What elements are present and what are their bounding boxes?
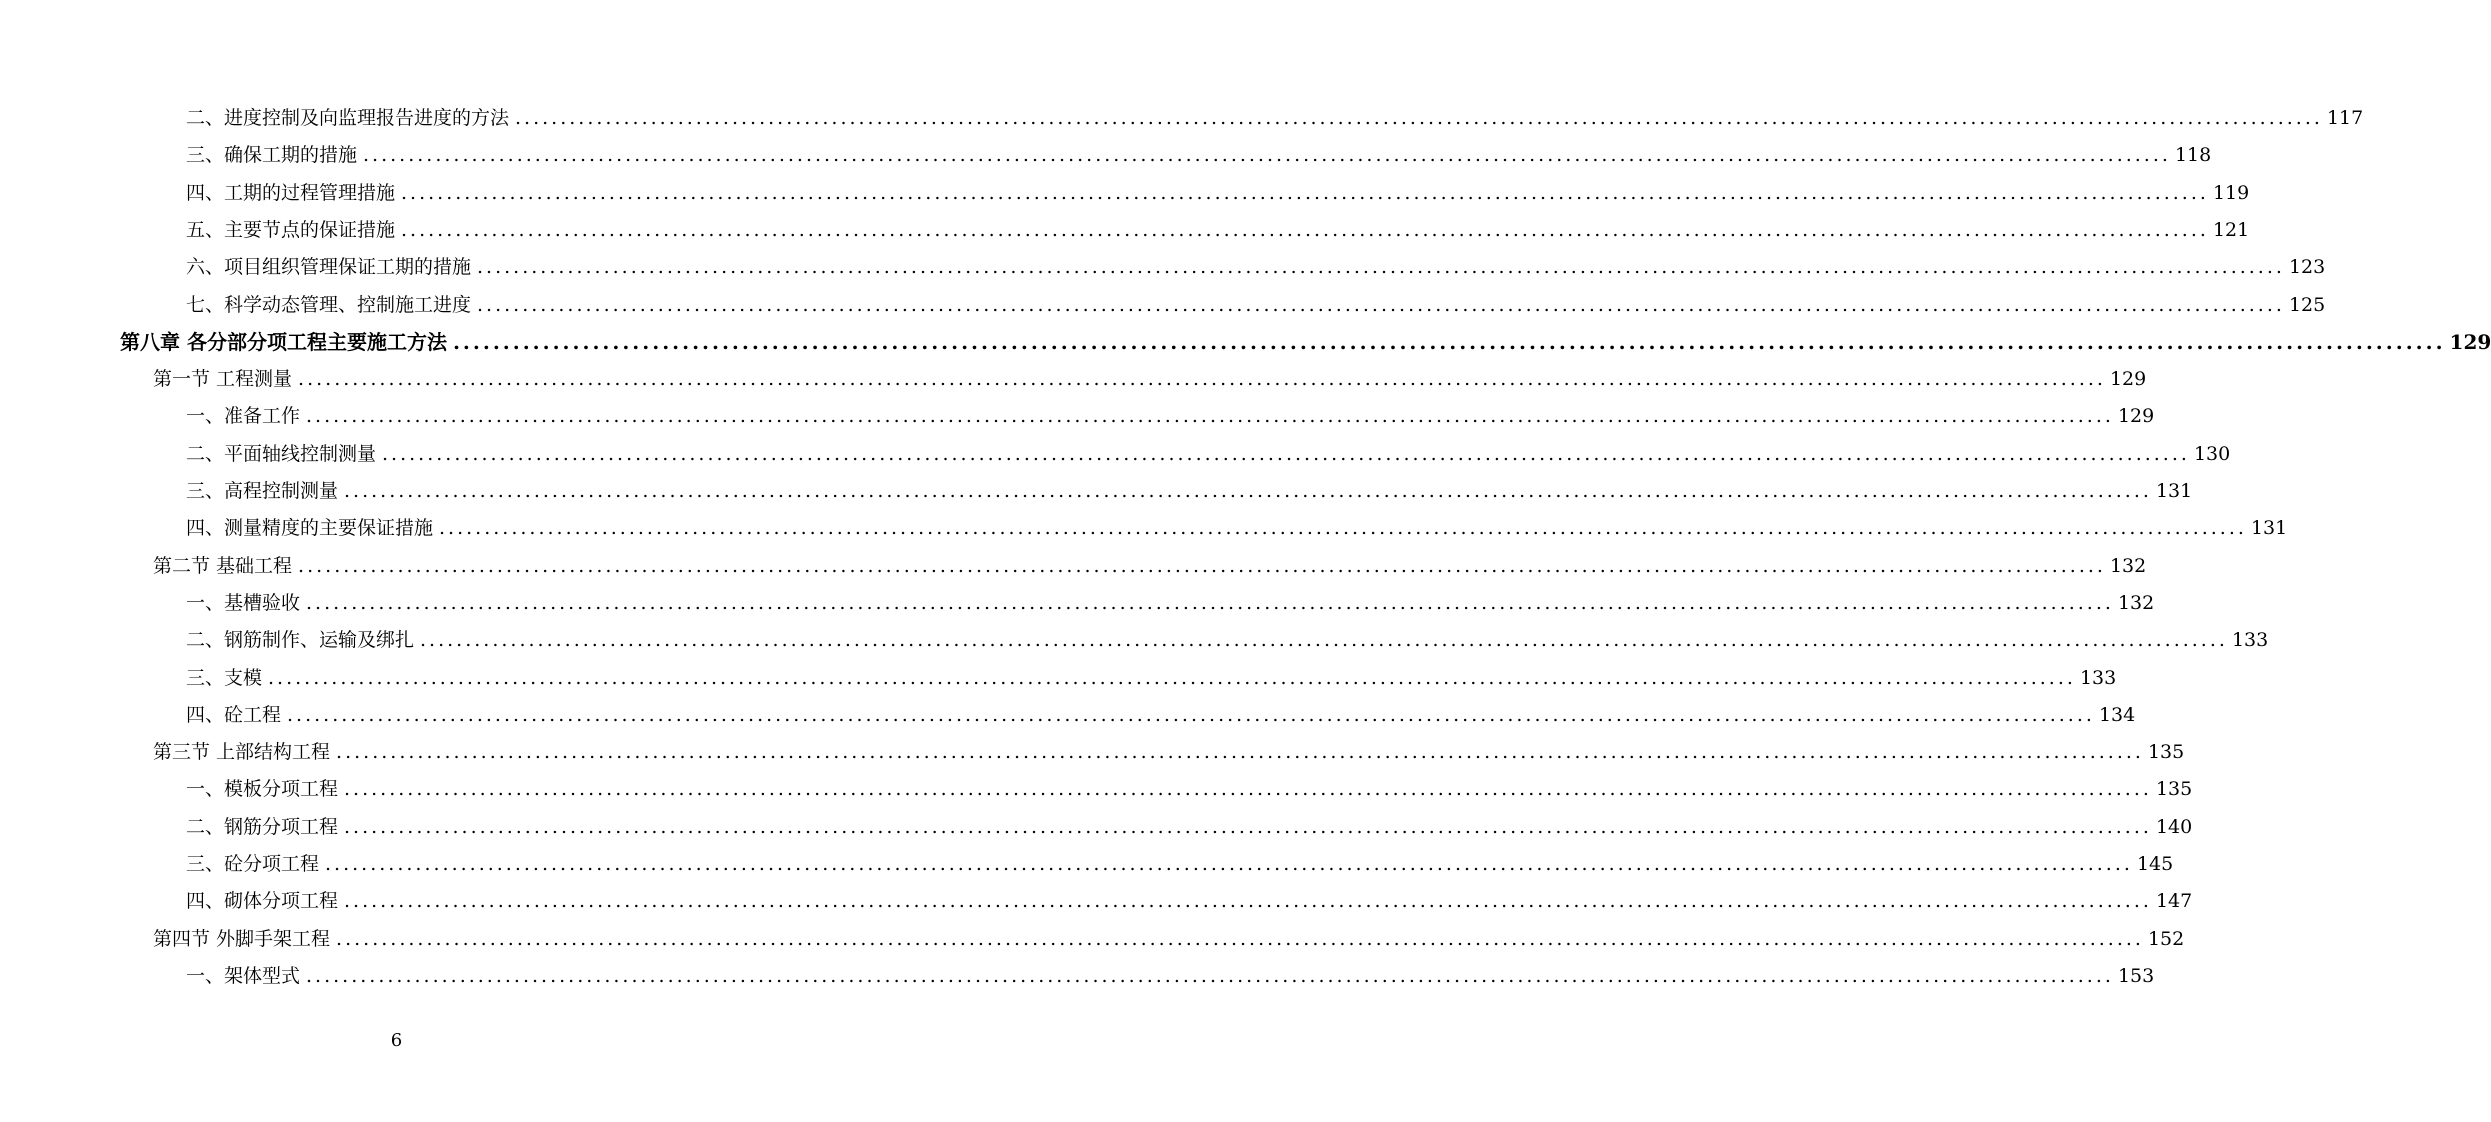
toc-leader-dots: ........................................................................................................................................................................................................ bbox=[298, 368, 2106, 391]
toc-entry-label: 三、确保工期的措施 bbox=[186, 144, 358, 167]
toc-leader-dots: ........................................................................................................................................................................................................ bbox=[439, 517, 2247, 540]
toc-entry-item[interactable] bbox=[186, 398, 2155, 435]
toc-entry-item[interactable] bbox=[186, 175, 2250, 212]
toc-leader-dots: ........................................................................................................................................................................................................ bbox=[336, 927, 2144, 950]
toc-entry-label: 四、砼工程 bbox=[186, 703, 282, 726]
toc-entry-page: 135 bbox=[2147, 741, 2185, 764]
toc-leader-dots: ........................................................................................................................................................................................................ bbox=[287, 703, 2095, 726]
toc-entry-label: 七、科学动态管理、控制施工进度 bbox=[186, 293, 472, 316]
toc-entry-page: 152 bbox=[2147, 927, 2185, 950]
toc-entry-section[interactable] bbox=[153, 734, 2185, 771]
toc-entry-page: 119 bbox=[2212, 181, 2250, 204]
toc-entry-page: 153 bbox=[2117, 964, 2155, 987]
toc-entry-page: 133 bbox=[2079, 666, 2117, 689]
toc-entry-label: 一、架体型式 bbox=[186, 964, 301, 987]
toc-entry-label: 五、主要节点的保证措施 bbox=[186, 218, 396, 241]
toc-leader-dots: ........................................................................................................................................................................................................ bbox=[477, 256, 2285, 279]
toc-leader-dots: ........................................................................................................................................................................................................ bbox=[401, 181, 2209, 204]
toc-entry-label: 第一节 工程测量 bbox=[153, 368, 293, 391]
toc-leader-dots: ........................................................................................................................................................................................................ bbox=[515, 107, 2323, 129]
toc-leader-dots: ........................................................................................................................................................................................................ bbox=[268, 666, 2076, 689]
toc-entry-page: 121 bbox=[2212, 218, 2250, 241]
toc-entry-page: 135 bbox=[2155, 778, 2193, 801]
toc-entry-page: 118 bbox=[2174, 144, 2212, 167]
toc-entry-page: 132 bbox=[2117, 591, 2155, 614]
toc-entry-label: 一、基槽验收 bbox=[186, 591, 301, 614]
toc-entry-label: 第二节 基础工程 bbox=[153, 554, 293, 577]
toc-entry-label: 二、钢筋分项工程 bbox=[186, 815, 339, 838]
toc-entry-item[interactable] bbox=[186, 771, 2193, 808]
toc-entry-label: 一、模板分项工程 bbox=[186, 778, 339, 801]
toc-leader-dots: ........................................................................................................................................................................................................ bbox=[344, 890, 2152, 913]
toc-entry-item[interactable] bbox=[186, 212, 2250, 249]
toc-entry-page: 132 bbox=[2109, 554, 2147, 577]
toc-entry-label: 三、高程控制测量 bbox=[186, 480, 339, 502]
toc-leader-dots: ........................................................................................................................................................................................................ bbox=[382, 442, 2190, 465]
toc-entry-page: 129 bbox=[2109, 368, 2147, 391]
toc-entry-item[interactable] bbox=[186, 809, 2193, 846]
toc-entry-label: 三、砼分项工程 bbox=[186, 853, 320, 875]
toc-leader-dots: ........................................................................................................................................................................................................ bbox=[306, 405, 2114, 428]
toc-entry-section[interactable] bbox=[153, 548, 2147, 585]
toc-entry-item[interactable] bbox=[186, 100, 2364, 137]
toc-entry-label: 第四节 外脚手架工程 bbox=[153, 927, 331, 950]
toc-entry-label: 二、平面轴线控制测量 bbox=[186, 442, 377, 465]
toc-entry-item[interactable] bbox=[186, 249, 2326, 286]
toc-entry-label: 第八章 各分部分项工程主要施工方法 bbox=[120, 329, 447, 354]
toc-entry-item[interactable] bbox=[186, 473, 2193, 510]
toc-entry-page: 131 bbox=[2155, 480, 2193, 502]
toc-entry-item[interactable] bbox=[186, 660, 2117, 697]
toc-entry-page: 129 bbox=[2117, 405, 2155, 428]
toc-entry-item[interactable] bbox=[186, 622, 2269, 659]
toc-entry-page: 117 bbox=[2326, 107, 2364, 129]
toc-entry-page: 131 bbox=[2250, 517, 2288, 540]
toc-entry-item[interactable] bbox=[186, 883, 2193, 920]
toc-entry-label: 第三节 上部结构工程 bbox=[153, 741, 331, 764]
toc-entry-label: 二、钢筋制作、运输及绑扎 bbox=[186, 629, 415, 652]
toc-entry-page: 133 bbox=[2231, 629, 2269, 652]
toc-leader-dots: ........................................................................................................................................................................................................ bbox=[420, 629, 2228, 652]
toc-leader-dots: ........................................................................................................................................................................................................ bbox=[325, 853, 2133, 875]
toc-entry-section[interactable] bbox=[153, 921, 2185, 958]
toc-leader-dots: ........................................................................................................................................................................................................ bbox=[336, 741, 2144, 764]
toc-entry-item[interactable] bbox=[186, 436, 2231, 473]
toc-entry-page: 125 bbox=[2288, 293, 2326, 316]
toc-entry-label: 四、工期的过程管理措施 bbox=[186, 181, 396, 204]
toc-entry-item[interactable] bbox=[186, 697, 2136, 734]
toc-entry-label: 四、测量精度的主要保证措施 bbox=[186, 517, 434, 540]
toc-entry-section[interactable] bbox=[153, 361, 2147, 398]
toc-entry-label: 三、支模 bbox=[186, 666, 263, 689]
toc-entry-item[interactable] bbox=[186, 287, 2326, 324]
toc-entry-page: 145 bbox=[2136, 853, 2174, 875]
toc-leader-dots: ........................................................................................................................................................................................................ bbox=[344, 480, 2152, 502]
toc-entry-label: 四、砌体分项工程 bbox=[186, 890, 339, 913]
toc-entry-item[interactable] bbox=[186, 958, 2155, 995]
toc-entry-page: 130 bbox=[2193, 442, 2231, 465]
toc-entry-item[interactable] bbox=[186, 846, 2174, 883]
toc-leader-dots: ........................................................................................................................................................................................................ bbox=[344, 815, 2152, 838]
toc-leader-dots: ........................................................................................................................................................................................................ bbox=[401, 218, 2209, 241]
toc-entry-item[interactable] bbox=[186, 510, 2288, 547]
toc-leader-dots: ........................................................................................................................................................................................................ bbox=[344, 778, 2152, 801]
toc-entry-page: 129 bbox=[2449, 329, 2491, 354]
toc-leader-dots: ........................................................................................................................................................................................................ bbox=[477, 293, 2285, 316]
toc-leader-dots: ........................................................................................................................................................................................................ bbox=[306, 591, 2114, 614]
toc-entry-page: 123 bbox=[2288, 256, 2326, 279]
toc-entry-label: 一、准备工作 bbox=[186, 405, 301, 428]
toc-leader-dots: ........................................................................................................................................................................................................ bbox=[452, 329, 2446, 354]
toc-entry-page: 134 bbox=[2098, 703, 2136, 726]
toc-leader-dots: ........................................................................................................................................................................................................ bbox=[363, 144, 2171, 167]
toc-entry-chapter[interactable] bbox=[120, 324, 2491, 361]
toc-entry-page: 140 bbox=[2155, 815, 2193, 838]
toc-leader-dots: ........................................................................................................................................................................................................ bbox=[306, 964, 2114, 987]
toc-entry-label: 六、项目组织管理保证工期的措施 bbox=[186, 256, 472, 279]
toc-leader-dots: ........................................................................................................................................................................................................ bbox=[298, 554, 2106, 577]
toc-entry-page: 147 bbox=[2155, 890, 2193, 913]
toc-entry-label: 二、进度控制及向监理报告进度的方法 bbox=[186, 107, 510, 129]
toc-entry-item[interactable] bbox=[186, 137, 2212, 174]
toc-entry-item[interactable] bbox=[186, 585, 2155, 622]
page-number: 6 bbox=[390, 1030, 403, 1051]
